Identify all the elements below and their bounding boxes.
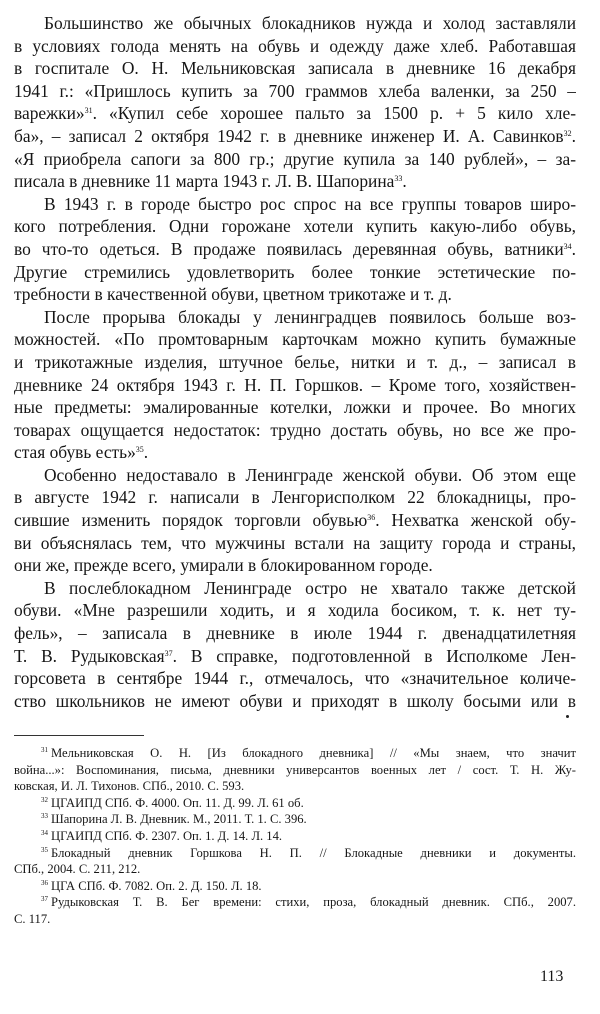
footnote-ref: 33 xyxy=(394,174,403,184)
footnote-text: СПб., 2004. С. 211, 212. xyxy=(14,862,141,877)
line-text: Большинство же обычных блокадников нужда и холод заставляли xyxy=(44,13,576,33)
footnote-line xyxy=(14,762,576,779)
text-line xyxy=(14,374,576,397)
text-line xyxy=(14,283,576,306)
text-line xyxy=(14,532,576,555)
text-line xyxy=(14,170,576,193)
line-text: В 1943 г. в городе быстро рос спрос на все группы товаров широ- xyxy=(44,193,576,214)
text-line xyxy=(14,306,576,329)
footnote-text: Рудыковская Т. В. Бег времени: стихи, проза, блокадный дневник. СПб., 2007. xyxy=(51,895,576,910)
footnote-line xyxy=(14,845,576,862)
line-text: «Я приобрела сапоги за 800 гр.; другие купила за 140 рублей», – за- xyxy=(14,148,576,169)
footnote-line xyxy=(14,778,576,795)
line-text: можностей. «По промтоварным карточкам можно купить бумажные xyxy=(14,329,576,350)
footnote-text: С. 117. xyxy=(14,911,51,926)
footnote-line xyxy=(14,795,576,812)
line-text: обуви. «Мне разрешили ходить, и я ходила босиком, т. к. нет ту- xyxy=(14,600,576,621)
line-text: В послеблокадном Ленинграде остро не хватало также детской xyxy=(44,577,576,598)
line-text: кого потребления. Одни горожане хотели купить какую-либо обувь, xyxy=(14,216,576,237)
line-text: дневнике 24 октября 1943 г. Н. П. Горшков. – Кроме того, хозяйствен- xyxy=(14,374,576,395)
text-line xyxy=(14,57,576,80)
text-line xyxy=(14,328,576,351)
line-text: ба», – записал 2 октября 1942 г. в дневнике инженер И. А. Савинков xyxy=(14,125,564,146)
text-line xyxy=(14,102,576,125)
line-text: писала в дневнике 11 марта 1943 г. Л. В. Шапорина xyxy=(14,171,395,192)
text-line xyxy=(14,690,576,713)
line-text: . xyxy=(402,171,407,192)
text-line xyxy=(14,441,576,464)
margin-dot xyxy=(566,715,569,718)
footnote-text: Шапорина Л. В. Дневник. М., 2011. Т. 1. С. 396. xyxy=(51,812,307,827)
footnote-ref: 35 xyxy=(135,445,144,455)
footnote-line xyxy=(14,745,576,762)
line-text: горсовета в сентябре 1944 г., отмечалось, что «значительное количе- xyxy=(14,668,576,689)
line-text: ные предметы: эмалированные котелки, ложки и прочее. Во многих xyxy=(14,397,576,418)
footnote-text: ЦГАИПД СПб. Ф. 2307. Оп. 1. Д. 14. Л. 14. xyxy=(51,828,283,843)
footnote-ref: 31 xyxy=(84,106,93,116)
page-number: 113 xyxy=(540,968,564,985)
footnotes xyxy=(14,745,576,928)
line-text: стая обувь есть» xyxy=(14,442,136,463)
footnote-line xyxy=(14,811,576,828)
line-text: варежки» xyxy=(14,103,85,124)
text-line xyxy=(14,667,576,690)
footnote-number: 35 xyxy=(41,845,48,854)
footnote-line xyxy=(14,878,576,895)
footnote-line xyxy=(14,894,576,911)
text-line xyxy=(14,148,576,171)
line-text: . xyxy=(571,238,576,259)
text-line xyxy=(14,486,576,509)
text-line xyxy=(14,215,576,238)
footnote-number: 31 xyxy=(41,746,48,754)
line-text: и трикотажные изделия, штучное белье, нитки и т. д., – записал в xyxy=(14,351,576,372)
text-line xyxy=(14,80,576,103)
text-line xyxy=(14,577,576,600)
line-text: в условиях голода менять на обувь и одежду даже хлеб. Работавшая xyxy=(14,35,576,56)
text-line xyxy=(14,238,576,261)
footnote-line xyxy=(14,861,576,878)
line-text: Особенно недоставало в Ленинграде женской обуви. Об этом еще xyxy=(44,464,576,485)
footnote-text: ковская, И. Л. Тихонов. СПб., 2010. С. 593. xyxy=(14,779,245,794)
text-line xyxy=(14,396,576,419)
footnote-ref: 37 xyxy=(164,648,173,658)
line-text: Другие стремились удовлетворить более тонкие эстетические по- xyxy=(14,261,576,282)
footnote-number: 37 xyxy=(41,895,48,904)
line-text: сившие изменить порядок торговли обувью xyxy=(14,510,368,531)
line-text: они же, прежде всего, умирали в блокированном городе. xyxy=(14,555,433,576)
text-line xyxy=(14,35,576,58)
footnote-number: 34 xyxy=(41,828,48,837)
footnote-text: Мельниковская О. Н. [Из блокадного дневника] // «Мы знаем, что значит xyxy=(51,746,576,760)
footnote-line xyxy=(14,911,576,928)
line-text: 1941 г.: «Пришлось купить за 700 граммов хлеба валенки, за 250 – xyxy=(14,80,576,101)
line-text: в августе 1942 г. написали в Ленгорисполком 22 блокадницы, про- xyxy=(14,487,576,508)
line-text: в госпитале О. Н. Мельниковская записала в дневнике 16 декабря xyxy=(14,58,576,79)
text-line xyxy=(14,261,576,284)
footnote-text: ЦГА СПб. Ф. 7082. Оп. 2. Д. 150. Л. 18. xyxy=(51,878,262,893)
line-text: Т. В. Рудыковская xyxy=(14,645,165,666)
text-line xyxy=(14,12,576,35)
text-line xyxy=(14,351,576,374)
line-text: . Нехватка женской обу- xyxy=(375,510,576,531)
line-text: товарах ощущается недостаток: трудно достать обувь, но все же про- xyxy=(14,419,576,440)
footnote-text: ЦГАИПД СПб. Ф. 4000. Оп. 11. Д. 99. Л. 61 об. xyxy=(51,795,304,810)
footnote-ref: 32 xyxy=(563,128,572,138)
text-line xyxy=(14,193,576,216)
footnote-line xyxy=(14,828,576,845)
line-text: во что-то одеться. В продаже появилась деревянная обувь, ватники xyxy=(14,238,564,259)
line-text: фель», – записала в дневнике в июле 1944 г. двенадцатилетняя xyxy=(14,623,576,644)
main-text xyxy=(14,12,576,712)
line-text: . В справке, подготовленной в Исполкоме Лен- xyxy=(172,645,576,666)
text-line xyxy=(14,645,576,668)
line-text: . «Купил себе хорошее пальто за 1500 р. + 5 кило хле- xyxy=(92,103,576,124)
footnote-number: 33 xyxy=(41,812,48,821)
footnote-number: 36 xyxy=(41,878,48,887)
line-text: . xyxy=(571,125,576,146)
text-line xyxy=(14,419,576,442)
footnote-text: война...»: Воспоминания, письма, дневники универсантов военных лет / сост. Т. Н. Жу- xyxy=(14,762,576,777)
line-text: ви объяснялась тем, что мужчины встали на защиту города и страны, xyxy=(14,532,576,553)
footnote-separator xyxy=(14,735,144,736)
footnote-ref: 36 xyxy=(367,513,376,523)
footnote-text: Блокадный дневник Горшкова Н. П. // Блокадные дневники и документы. xyxy=(51,845,576,860)
text-line xyxy=(14,125,576,148)
line-text: ство школьников не имеют обуви и приходят в школу босыми или в xyxy=(14,690,576,711)
text-line xyxy=(14,464,576,487)
line-text: После прорыва блокады у ленинградцев появилось больше воз- xyxy=(44,306,576,327)
text-line xyxy=(14,554,576,577)
text-line xyxy=(14,622,576,645)
text-line xyxy=(14,599,576,622)
footnote-number: 32 xyxy=(41,795,48,804)
line-text: . xyxy=(143,442,149,463)
footnote-ref: 34 xyxy=(563,241,572,251)
text-line xyxy=(14,509,576,532)
line-text: требности в качественной обуви, цветном трикотаже и т. д. xyxy=(14,284,452,305)
